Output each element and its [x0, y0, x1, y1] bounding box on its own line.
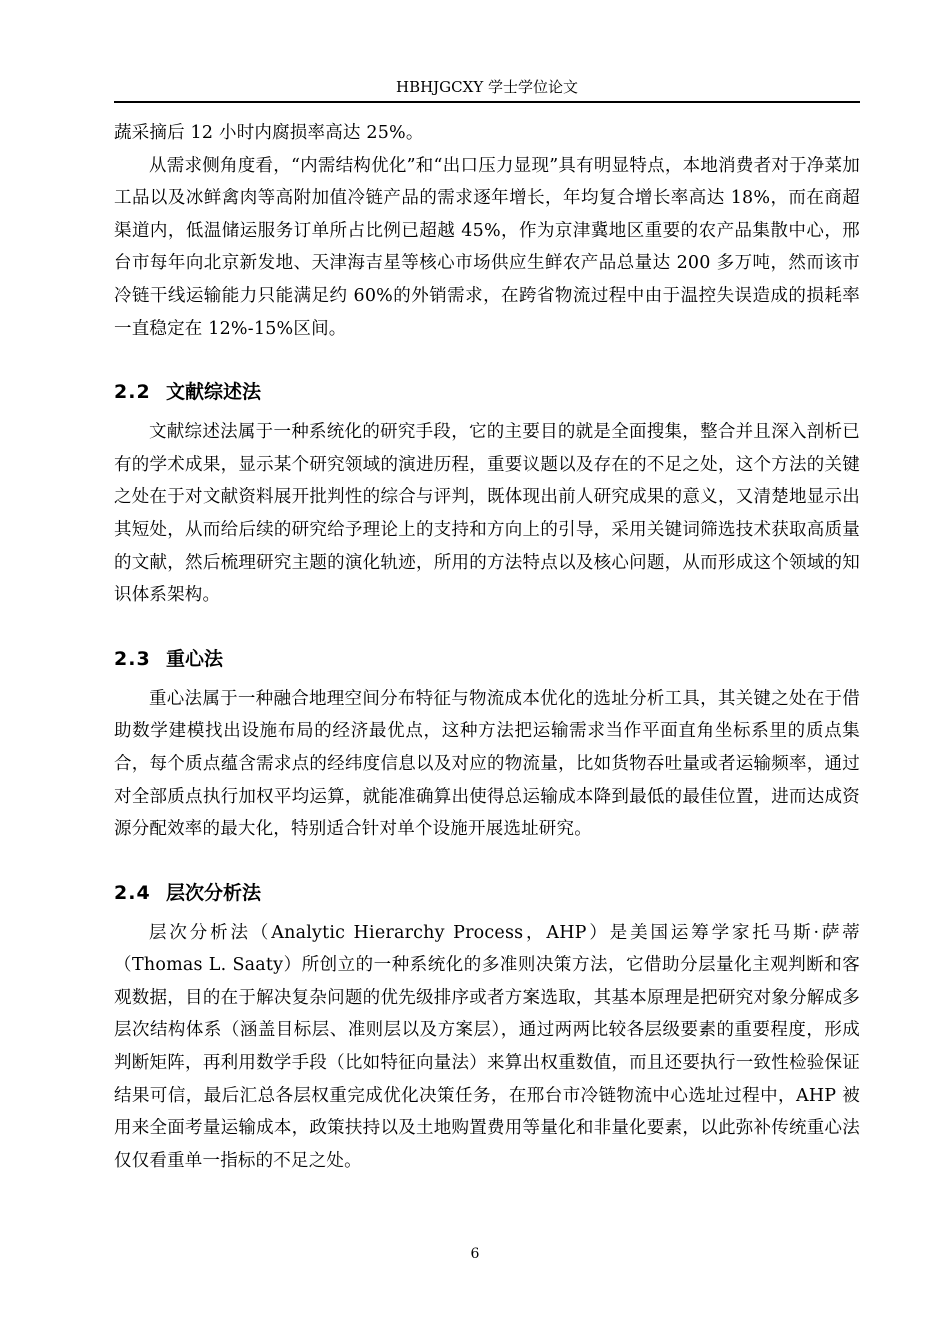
paragraph-literature-review: 文献综述法属于一种系统化的研究手段，它的主要目的就是全面搜集，整合并且深入剖析已有的学术成果，显示某个研究领域的演进历程，重要议题以及存在的不足之处，这个方法的关键之处在于对文献资料展开批判性的综合与评判，既体现出前人研究成果的意义，又清楚地显示出其短处，从而给后续的研究给予理论上的支持和方向上的引导，采用关键词筛选技术获取高质量的文献，然后梳理研究主题的演化轨迹，所用的方法特点以及核心问题，从而形成这个领域的知识体系架构。 [114, 422, 860, 606]
page-number: 6 [470, 1246, 480, 1262]
section-number: 2.4 [114, 881, 151, 904]
section-title: 层次分析法 [166, 881, 262, 904]
header-divider [114, 101, 860, 103]
section-heading-2-2 [114, 345, 860, 416]
paragraph-center-of-gravity: 重心法属于一种融合地理空间分布特征与物流成本优化的选址分析工具，其关键之处在于借助数学建模找出设施布局的经济最优点，这种方法把运输需求当作平面直角坐标系里的质点集合，每个质点蕴含需求点的经纬度信息以及对应的物流量，比如货物吞吐量或者运输频率，通过对全部质点执行加权平均运算，就能准确算出使得总运输成本降到最低的最佳位置，进而达成资源分配效率的最大化，特别适合针对单个设施开展选址研究。 [114, 688, 860, 840]
section-title: 文献综述法 [166, 381, 262, 404]
section-title: 重心法 [166, 647, 224, 670]
paragraph-continued: 蔬采摘后 12 小时内腐损率高达 25%。 [114, 123, 424, 143]
section-heading-2-3 [114, 612, 860, 683]
paragraph-demand-side: 从需求侧角度看，“内需结构优化”和“出口压力显现”具有明显特点，本地消费者对于净菜加工品以及冰鲜禽肉等高附加值冷链产品的需求逐年增长，年均复合增长率高达 18%，而在商超渠道内，低温储运服务订单所占比例已超越 45%，作为京津冀地区重要的农产品集散中心，邢台市每年向北京新发地、天津海吉星等核心市场供应生鲜农产品总量达 200 多万吨，然而该市冷链干线运输能力只能满足约 60%的外销需求，在跨省物流过程中由于温控失误造成的损耗率一直稳定在 12%-15%区间。 [114, 155, 860, 339]
section-heading-2-4 [114, 846, 860, 917]
paragraph-ahp: 层次分析法（Analytic Hierarchy Process，AHP）是美国运筹学家托马斯·萨蒂（Thomas L. Saaty）所创立的一种系统化的多准则决策方法，它借助分层量化主观判断和客观数据，目的在于解决复杂问题的优先级排序或者方案选取，其基本原理是把研究对象分解成多层次结构体系（涵盖目标层、准则层以及方案层），通过两两比较各层级要素的重要程度，形成判断矩阵，再利用数学手段（比如特征向量法）来算出权重数值，而且还要执行一致性检验保证结果可信，最后汇总各层权重完成优化决策任务，在邢台市冷链物流中心选址过程中，AHP 被用来全面考量运输成本，政策扶持以及土地购置费用等量化和非量化要素，以此弥补传统重心法仅仅看重单一指标的不足之处。 [114, 922, 860, 1171]
section-number: 2.2 [114, 381, 151, 404]
page-content [114, 117, 860, 1177]
section-number: 2.3 [114, 647, 151, 670]
running-header: HBHJGCXY 学士学位论文 [395, 78, 578, 96]
